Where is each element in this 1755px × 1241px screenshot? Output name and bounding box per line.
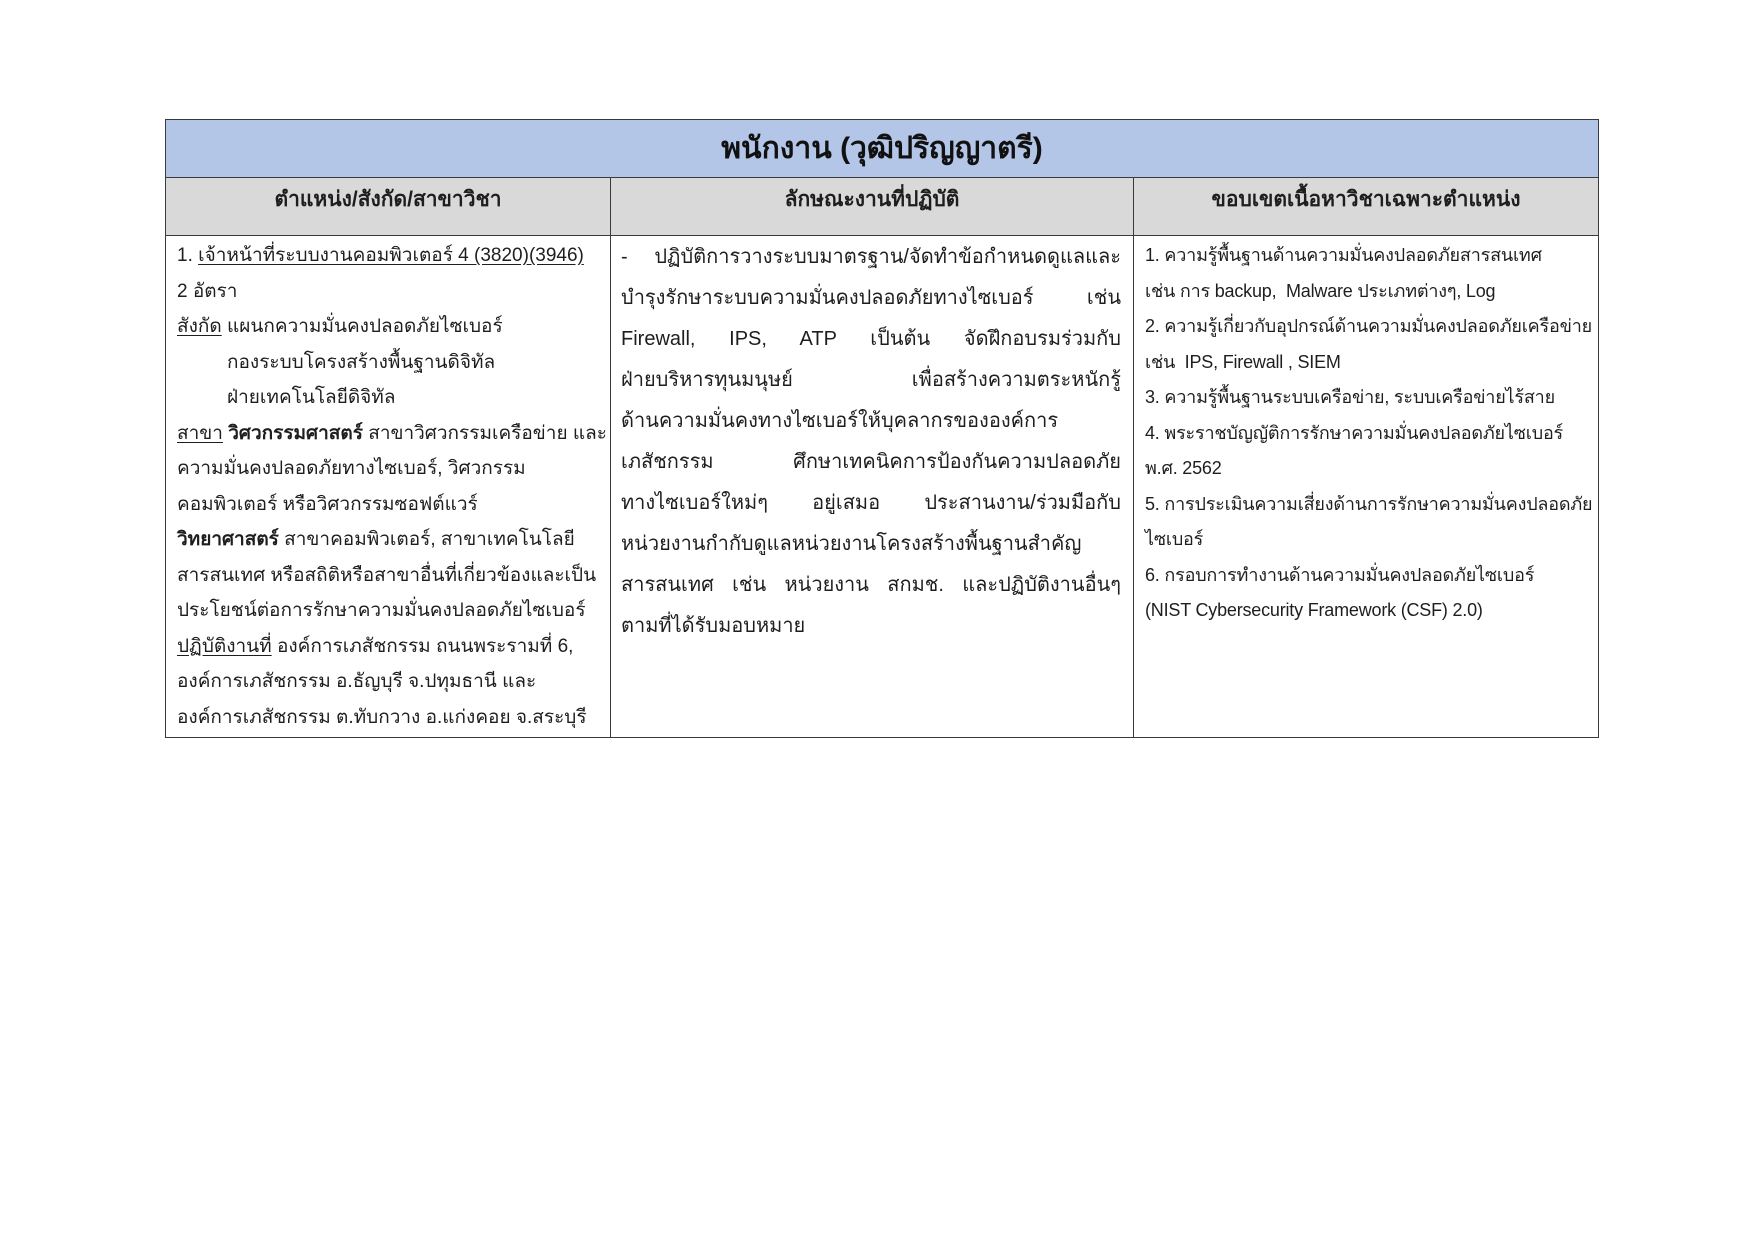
scope-line: พ.ศ. 2562: [1145, 458, 1222, 478]
field-label: สาขา: [177, 422, 223, 444]
science-majors: สาขาคอมพิวเตอร์, สาขาเทคโนโลยี: [284, 529, 575, 550]
table-row: [166, 236, 1598, 737]
column-header-position: ตำแหน่ง/สังกัด/สาขาวิชา: [166, 178, 611, 235]
scope-line: 5. การประเมินความเสี่ยงด้านการรักษาความมั่นคงปลอดภัย: [1145, 493, 1593, 514]
duties-line: บำรุงรักษาระบบความมั่นคงปลอดภัยทางไซเบอร์ เช่น: [621, 287, 1121, 309]
engineering-majors-cont: คอมพิวเตอร์ หรือวิศวกรรมซอฟต์แวร์: [177, 493, 478, 515]
field-engineering-line: [177, 416, 607, 452]
title-row: [166, 120, 1598, 178]
affiliation-line: [177, 309, 600, 345]
affiliation-department: ฝ่ายเทคโนโลยีดิจิทัล: [227, 387, 396, 408]
workplace-line: [177, 629, 600, 665]
scope-line: 2. ความรู้เกี่ยวกับอุปกรณ์ด้านความมั่นคงปลอดภัยเครือข่าย: [1145, 316, 1592, 336]
scope-cell: [1134, 236, 1598, 737]
column-header-duties: ลักษณะงานที่ปฏิบัติ: [611, 178, 1134, 235]
workplace-location: องค์การเภสัชกรรม ต.ทับกวาง อ.แก่งคอย จ.สระบุรี: [177, 706, 587, 728]
science-label: วิทยาศาสตร์: [177, 529, 279, 550]
table-title: พนักงาน (วุฒิปริญญาตรี): [721, 131, 1043, 165]
duties-line: ด้านความมั่นคงทางไซเบอร์ให้บุคลากรขององค์การ: [621, 410, 1059, 432]
affiliation-section: แผนกความมั่นคงปลอดภัยไซเบอร์: [227, 316, 503, 337]
duties-line: - ปฏิบัติการวางระบบมาตรฐาน/จัดทำข้อกำหนดดูแลและ: [621, 246, 1121, 268]
field-science-line: [177, 522, 600, 558]
duties-line: ตามที่ได้รับมอบหมาย: [621, 615, 806, 637]
item-number: 1.: [177, 245, 193, 266]
duties-cell: [611, 236, 1134, 737]
position-line: [177, 238, 600, 274]
headcount: 2 อัตรา: [177, 280, 238, 302]
engineering-majors: สาขาวิศวกรรมเครือข่าย และ: [368, 422, 607, 444]
engineering-majors-cont: ความมั่นคงปลอดภัยทางไซเบอร์, วิศวกรรม: [177, 458, 526, 479]
duties-line: ฝ่ายบริหารทุนมนุษย์ เพื่อสร้างความตระหนักรู้: [621, 369, 1121, 391]
column-header-scope: ขอบเขตเนื้อหาวิชาเฉพาะตำแหน่ง: [1211, 188, 1521, 211]
scope-line: 1. ความรู้พื้นฐานด้านความมั่นคงปลอดภัยสารสนเทศ: [1145, 245, 1542, 265]
science-majors-cont: ประโยชน์ต่อการรักษาความมั่นคงปลอดภัยไซเบอร์: [177, 600, 586, 621]
duties-line: ทางไซเบอร์ใหม่ๆ อยู่เสมอ ประสานงาน/ร่วมมือกับ: [621, 492, 1121, 514]
duties-line: หน่วยงานกำกับดูแลหน่วยงานโครงสร้างพื้นฐานสำคัญ: [621, 533, 1082, 555]
scope-line: เช่น การ backup, Malware ประเภทต่างๆ, Log: [1145, 280, 1496, 301]
scope-line: 3. ความรู้พื้นฐานระบบเครือข่าย, ระบบเครือข่ายไร้สาย: [1145, 387, 1555, 407]
scope-line: (NIST Cybersecurity Framework (CSF) 2.0): [1145, 600, 1483, 620]
position-cell: [166, 236, 611, 737]
duties-line: สารสนเทศ เช่น หน่วยงาน สกมช. และปฏิบัติงานอื่นๆ: [621, 574, 1121, 596]
engineering-label: วิศวกรรมศาสตร์: [228, 422, 363, 444]
duties-line: Firewall, IPS, ATP เป็นต้น จัดฝึกอบรมร่วมกับ: [621, 328, 1121, 350]
workplace-location: องค์การเภสัชกรรม ถนนพระรามที่ 6,: [276, 635, 574, 657]
job-table: [165, 119, 1599, 738]
scope-line: ไซเบอร์: [1145, 529, 1204, 549]
affiliation-division: กองระบบโครงสร้างพื้นฐานดิจิทัล: [227, 351, 496, 373]
science-majors-cont: สารสนเทศ หรือสถิติหรือสาขาอื่นที่เกี่ยวข้องและเป็น: [177, 564, 597, 586]
header-row: [166, 178, 1598, 236]
duties-line: เภสัชกรรม ศึกษาเทคนิคการป้องกันความปลอดภัย: [621, 451, 1121, 473]
position-title: เจ้าหน้าที่ระบบงานคอมพิวเตอร์ 4 (3820)(3946): [198, 245, 584, 266]
workplace-label: ปฏิบัติงานที่: [177, 635, 272, 657]
scope-line: 6. กรอบการทำงานด้านความมั่นคงปลอดภัยไซเบอร์: [1145, 564, 1535, 585]
scope-line: เช่น IPS, Firewall , SIEM: [1145, 351, 1341, 372]
workplace-location: องค์การเภสัชกรรม อ.ธัญบุรี จ.ปทุมธานี และ: [177, 671, 537, 692]
scope-line: 4. พระราชบัญญัติการรักษาความมั่นคงปลอดภัยไซเบอร์: [1145, 422, 1564, 443]
affiliation-label: สังกัด: [177, 316, 222, 337]
